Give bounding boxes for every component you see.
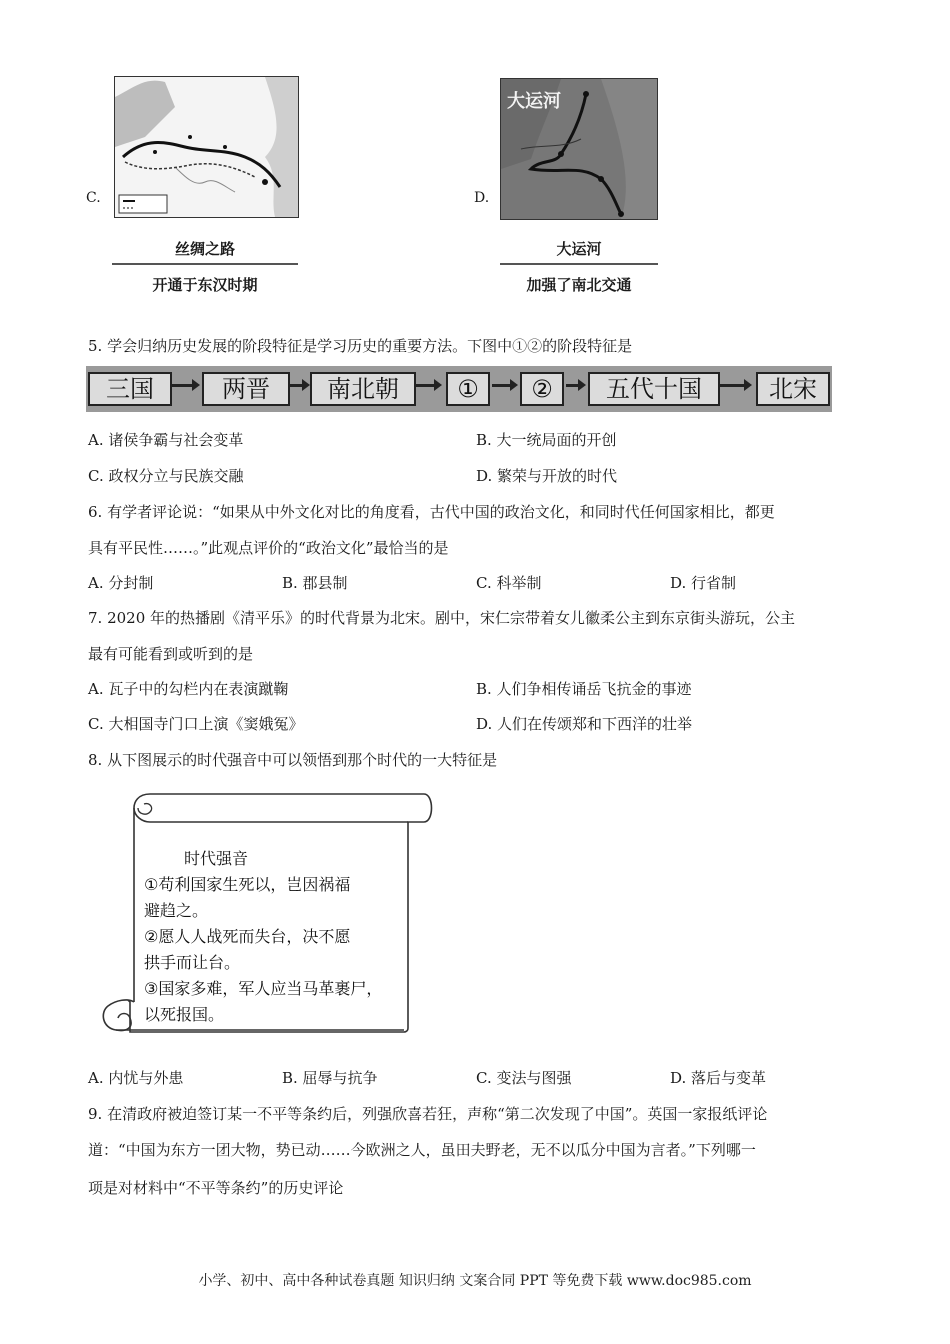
scroll-line-2: 避趋之。: [144, 901, 209, 920]
chain-box-3: 南北朝: [310, 372, 416, 406]
scroll-line-6: 以死报国。: [144, 1005, 225, 1024]
option-d-letter: D.: [474, 190, 490, 206]
q6-stem-line1: 6. 有学者评论说：“如果从中外文化对比的角度看，古代中国的政治文化，和同时代任何国家相比，都更: [88, 503, 775, 521]
q8-option-b[interactable]: B. 屈辱与抗争: [282, 1069, 378, 1087]
q7-option-d[interactable]: D. 人们在传颂郑和下西洋的壮举: [476, 715, 693, 733]
q8-option-a[interactable]: A. 内忧与外患: [88, 1069, 184, 1087]
dynasty-chain-image: [86, 366, 832, 412]
q9-stem-line2: 道：“中国为东方一团大物，势已动……今欧洲之人，虽田夫野老，无不以瓜分中国为言者。”下列哪一: [88, 1141, 756, 1159]
option-d-caption-top: 大运河: [556, 240, 602, 258]
silk-road-map: [114, 76, 299, 218]
q6-option-b[interactable]: B. 郡县制: [282, 574, 348, 592]
q5-stem: 5. 学会归纳历史发展的阶段特征是学习历史的重要方法。下图中①②的阶段特征是: [88, 337, 633, 355]
q6-option-d[interactable]: D. 行省制: [670, 574, 737, 592]
scroll-line-1: ①苟利国家生死以，岂因祸福: [144, 875, 351, 894]
q9-stem-line3: 项是对材料中“不平等条约”的历史评论: [88, 1179, 344, 1197]
q5-option-a[interactable]: A. 诸侯争霸与社会变革: [88, 431, 244, 449]
q7-stem-line2: 最有可能看到或听到的是: [88, 645, 254, 663]
option-c-divider: [112, 263, 298, 265]
chain-arrow-3: [416, 384, 436, 387]
q5-option-d[interactable]: D. 繁荣与开放的时代: [476, 467, 618, 485]
chain-box-7: 北宋: [756, 372, 830, 406]
chain-arrow-2: [290, 384, 304, 387]
option-c-caption-bottom: 开通于东汉时期: [152, 276, 258, 294]
chain-arrow-4: [492, 384, 512, 387]
q7-option-c[interactable]: C. 大相国寺门口上演《窦娥冤》: [88, 715, 304, 733]
chain-box-6: 五代十国: [588, 372, 720, 406]
q7-option-a[interactable]: A. 瓦子中的勾栏内在表演蹴鞠: [88, 680, 289, 698]
grand-canal-map: [500, 78, 658, 220]
q5-option-c[interactable]: C. 政权分立与民族交融: [88, 467, 244, 485]
q8-option-d[interactable]: D. 落后与变革: [670, 1069, 767, 1087]
scroll-line-3: ②愿人人战死而失台，决不愿: [144, 927, 351, 946]
option-d-caption-bottom: 加强了南北交通: [526, 276, 632, 294]
page-footer: 小学、初中、高中各种试卷真题 知识归纳 文案合同 PPT 等免费下载 www.doc985.com: [198, 1273, 752, 1289]
q5-option-b[interactable]: B. 大一统局面的开创: [476, 431, 617, 449]
chain-arrow-5: [566, 384, 580, 387]
q8-option-c[interactable]: C. 变法与图强: [476, 1069, 572, 1087]
chain-box-4: ①: [446, 372, 490, 406]
q7-stem-line1: 7. 2020 年的热播剧《清平乐》的时代背景为北宋。剧中，宋仁宗带着女儿徽柔公主到东京街头游玩，公主: [88, 609, 796, 627]
chain-arrow-1: [172, 384, 194, 387]
q6-option-a[interactable]: A. 分封制: [88, 574, 154, 592]
scroll-line-5: ③国家多难，军人应当马革裹尸，: [144, 979, 383, 998]
q6-stem-line2: 具有平民性……。”此观点评价的“政治文化”最恰当的是: [88, 539, 449, 557]
scroll-line-4: 拱手而让台。: [144, 953, 241, 972]
q8-stem: 8. 从下图展示的时代强音中可以领悟到那个时代的一大特征是: [88, 751, 498, 769]
option-d-divider: [500, 263, 658, 265]
chain-box-1: 三国: [88, 372, 172, 406]
grand-canal-map-title: 大运河: [507, 91, 561, 112]
chain-box-2: 两晋: [202, 372, 290, 406]
scroll-title: 时代强音: [184, 849, 249, 868]
chain-box-5: ②: [520, 372, 564, 406]
silk-road-map-drawing: [115, 77, 298, 217]
q7-option-b[interactable]: B. 人们争相传诵岳飞抗金的事迹: [476, 680, 692, 698]
option-c-caption-top: 丝绸之路: [174, 240, 235, 258]
chain-arrow-6: [720, 384, 746, 387]
q6-option-c[interactable]: C. 科举制: [476, 574, 542, 592]
q9-stem-line1: 9. 在清政府被迫签订某一不平等条约后，列强欣喜若狂，声称“第二次发现了中国”。英国一家报纸评论: [88, 1105, 768, 1123]
option-c-letter: C.: [86, 190, 101, 206]
